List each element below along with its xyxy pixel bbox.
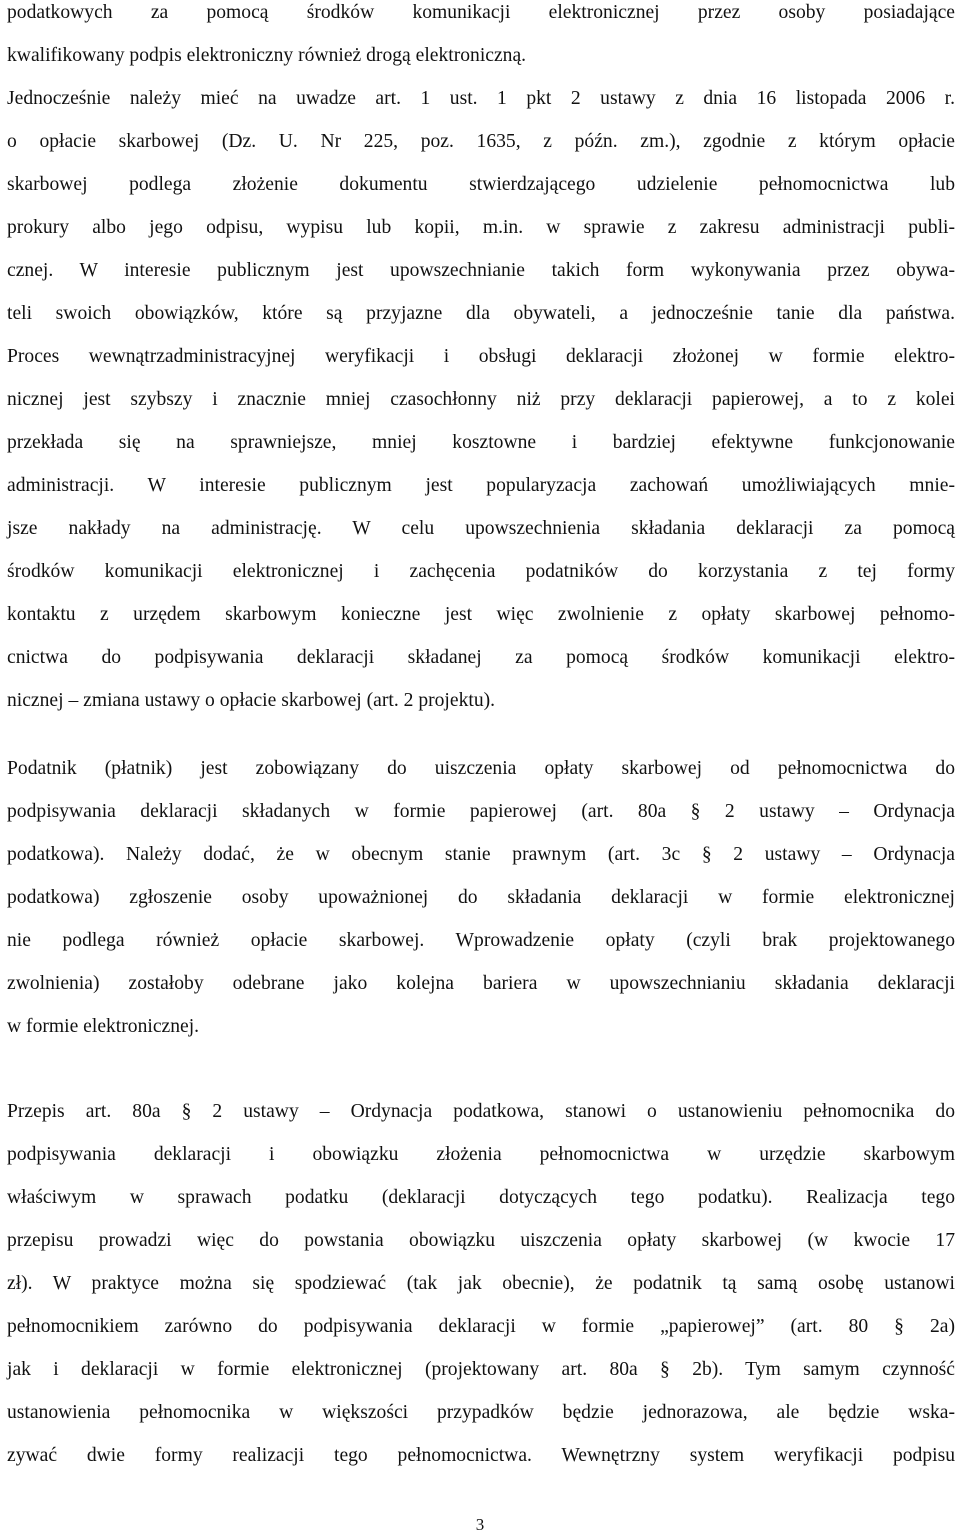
text-line: przepisu prowadzi więc do powstania obowiązku uiszczenia opłaty skarbowej (w kwocie 17 — [7, 1230, 955, 1251]
text-line: o opłacie skarbowej (Dz. U. Nr 225, poz. 1635, z późn. zm.), zgodnie z którym opłacie — [7, 131, 955, 152]
text-line: podpisywania deklaracji składanych w formie papierowej (art. 80a § 2 ustawy – Ordynacja — [7, 801, 955, 822]
text-line: kontaktu z urzędem skarbowym konieczne jest więc zwolnienie z opłaty skarbowej pełnomo- — [7, 604, 955, 625]
text-line: właściwym w sprawach podatku (deklaracji dotyczących tego podatku). Realizacja tego — [7, 1187, 955, 1208]
text-line: podatkowych za pomocą środków komunikacji elektronicznej przez osoby posiadające — [7, 2, 955, 23]
text-line: skarbowej podlega złożenie dokumentu stwierdzającego udzielenie pełnomocnictwa lub — [7, 174, 955, 195]
text-line: pełnomocnikiem zarówno do podpisywania deklaracji w formie „papierowej” (art. 80 § 2a) — [7, 1316, 955, 1337]
text-line: nicznej – zmiana ustawy o opłacie skarbowej (art. 2 projektu). — [7, 690, 496, 711]
text-line: w formie elektronicznej. — [7, 1016, 200, 1037]
text-line: środków komunikacji elektronicznej i zachęcenia podatników do korzystania z tej formy — [7, 561, 955, 582]
text-line: jsze nakłady na administrację. W celu upowszechnienia składania deklaracji za pomocą — [7, 518, 955, 539]
text-line: Jednocześnie należy mieć na uwadze art. 1 ust. 1 pkt 2 ustawy z dnia 16 listopada 2006 r. — [7, 88, 955, 109]
paragraph-1 — [7, 0, 955, 722]
paragraph-3 — [7, 1090, 955, 1477]
text-line: nicznej jest szybszy i znacznie mniej czasochłonny niż przy deklaracji papierowej, a to z kolei — [7, 389, 955, 410]
text-line: administracji. W interesie publicznym jest popularyzacja zachowań umożliwiających mnie- — [7, 475, 955, 496]
text-line: zywać dwie formy realizacji tego pełnomocnictwa. Wewnętrzny system weryfikacji podpisu — [7, 1445, 955, 1466]
text-line: zwolnienia) zostałoby odebrane jako kolejna bariera w upowszechnianiu składania deklaracji — [7, 973, 955, 994]
text-line: Proces wewnątrzadministracyjnej weryfikacji i obsługi deklaracji złożonej w formie elektro- — [7, 346, 955, 367]
page-number: 3 — [475, 1515, 485, 1534]
text-line: Podatnik (płatnik) jest zobowiązany do uiszczenia opłaty skarbowej od pełnomocnictwa do — [7, 758, 955, 779]
text-line: ustanowienia pełnomocnika w większości przypadków będzie jednorazowa, ale będzie wska- — [7, 1402, 955, 1423]
text-line: nie podlega również opłacie skarbowej. Wprowadzenie opłaty (czyli brak projektowanego — [7, 930, 955, 951]
text-line: przekłada się na sprawniejsze, mniej kosztowne i bardziej efektywne funkcjonowanie — [7, 432, 955, 453]
text-line: podatkowa). Należy dodać, że w obecnym stanie prawnym (art. 3c § 2 ustawy – Ordynacja — [7, 844, 955, 865]
text-line: podatkowa) zgłoszenie osoby upoważnionej do składania deklaracji w formie elektronicznej — [7, 887, 955, 908]
text-line: jak i deklaracji w formie elektronicznej (projektowany art. 80a § 2b). Tym samym czynność — [7, 1359, 955, 1380]
text-line: teli swoich obowiązków, które są przyjazne dla obywateli, a jednocześnie tanie dla państwa. — [7, 303, 955, 324]
text-line: zł). W praktyce można się spodziewać (tak jak obecnie), że podatnik tą samą osobę ustanowi — [7, 1273, 955, 1294]
text-line: podpisywania deklaracji i obowiązku złożenia pełnomocnictwa w urzędzie skarbowym — [7, 1144, 955, 1165]
text-line: cznej. W interesie publicznym jest upowszechnianie takich form wykonywania przez obywa- — [7, 260, 955, 281]
text-line: Przepis art. 80a § 2 ustawy – Ordynacja podatkowa, stanowi o ustanowieniu pełnomocnika do — [7, 1101, 955, 1122]
text-line: kwalifikowany podpis elektroniczny również drogą elektroniczną. — [7, 45, 527, 66]
text-line: cnictwa do podpisywania deklaracji składanej za pomocą środków komunikacji elektro- — [7, 647, 955, 668]
text-line: prokury albo jego odpisu, wypisu lub kopii, m.in. w sprawie z zakresu administracji publi- — [7, 217, 955, 238]
paragraph-2 — [7, 747, 955, 1048]
